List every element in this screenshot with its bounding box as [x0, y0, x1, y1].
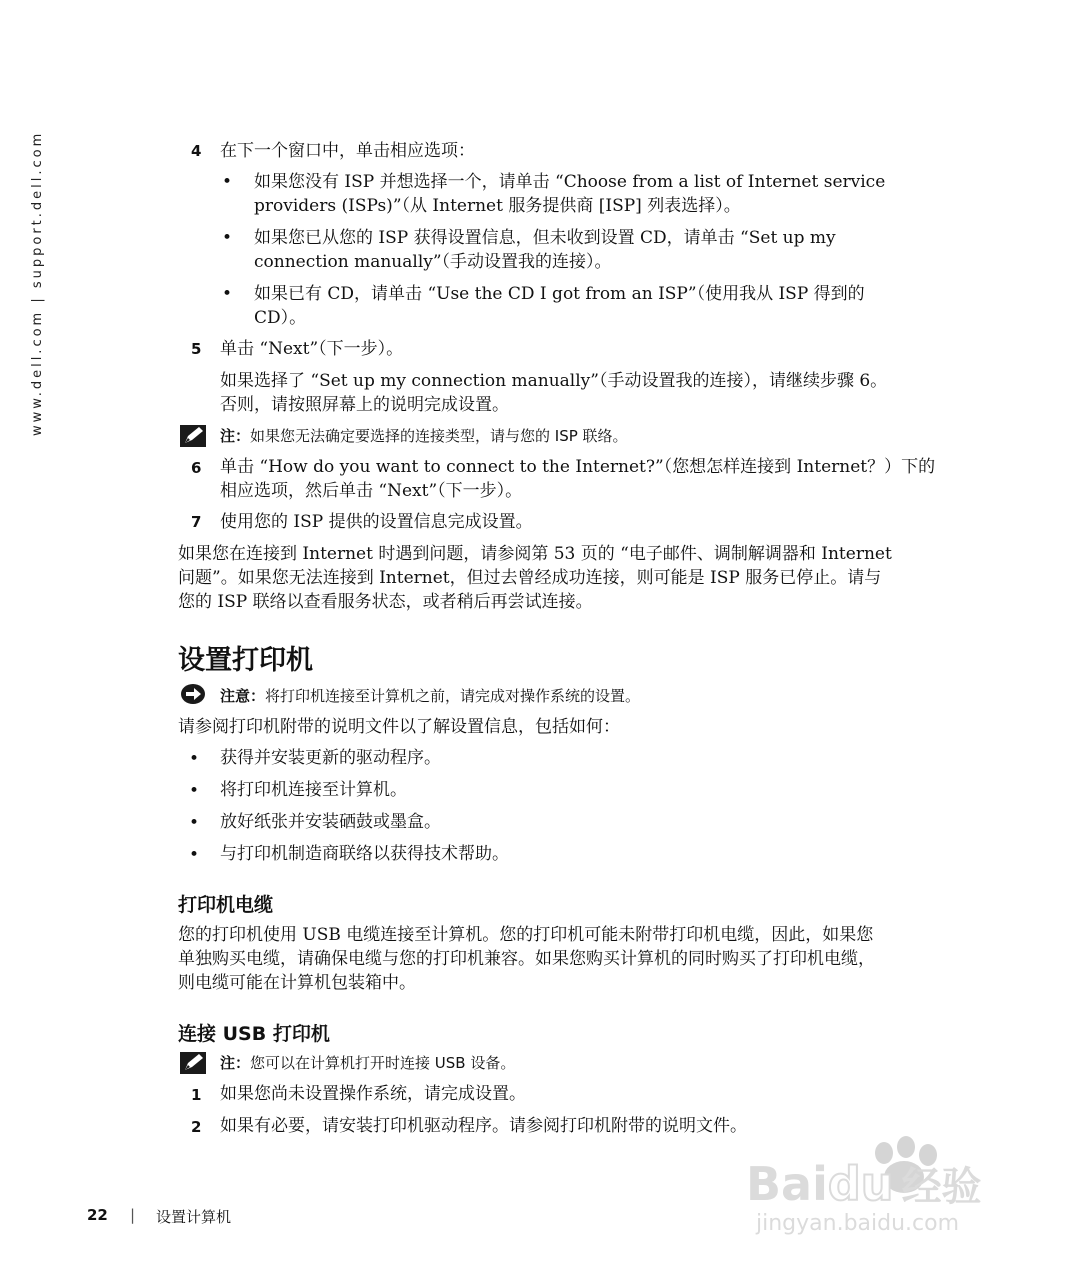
bullet-text: 将打印机连接至计算机。: [220, 780, 407, 800]
bullet-text: 如果您没有 ISP 并想选择一个，请单击 “Choose from a list of Internet service: [254, 172, 886, 192]
bullet-dot: •: [222, 284, 233, 304]
paragraph-line: 您的 ISP 联络以查看服务状态，或者稍后再尝试连接。: [178, 592, 593, 612]
note: [220, 424, 628, 448]
note-pencil-icon: [180, 1052, 206, 1074]
bullet-text: 如果已有 CD，请单击 “Use the CD I got from an ISP”（使用我从 ISP 得到的: [254, 284, 865, 304]
paragraph-line: 请参阅打印机附带的说明文件以了解设置信息，包括如何：: [178, 717, 620, 737]
bullet-text: 获得并安装更新的驱动程序。: [220, 748, 441, 768]
bullet-dot: •: [189, 749, 200, 769]
bullet-dot: •: [189, 845, 200, 865]
bullet-dot: •: [189, 781, 200, 801]
bullet-text: connection manually”（手动设置我的连接）。: [254, 252, 612, 272]
side-url: [30, 130, 45, 450]
footer-separator: |: [130, 1206, 136, 1224]
bullet-dot: •: [222, 172, 233, 192]
bullet-text: CD）。: [254, 308, 307, 328]
bullet-dot: •: [189, 813, 200, 833]
watermark-cn: 经验: [901, 1164, 982, 1210]
notice: [220, 684, 640, 708]
step-text: 单击 “How do you want to connect to the Internet?”（您想怎样连接到 Internet？）下的: [220, 457, 936, 477]
footer-title: 设置计算机: [156, 1208, 232, 1226]
watermark-brand: Bai: [746, 1157, 828, 1211]
notice-arrow-icon: [180, 683, 206, 705]
bullet-text: 与打印机制造商联络以获得技术帮助。: [220, 844, 509, 864]
notice-label: 注意：: [220, 687, 266, 705]
step-text: 如果选择了 “Set up my connection manually”（手动设置我的连接），请继续步骤 6。: [220, 371, 888, 391]
subsection-title: 连接 USB 打印机: [178, 1023, 330, 1045]
paragraph-line: 问题”。如果您无法连接到 Internet，但过去曾经成功连接，则可能是 ISP 服务已停止。请与: [178, 568, 882, 588]
subsection-title: 打印机电缆: [178, 894, 274, 916]
bullet-text: providers (ISPs)”（从 Internet 服务提供商 [ISP] 列表选择）。: [254, 196, 741, 216]
step-number: 5: [191, 340, 202, 358]
step-number: 7: [191, 513, 202, 531]
note: [220, 1051, 515, 1075]
bullet-text: 放好纸张并安装硒鼓或墨盒。: [220, 812, 441, 832]
note-label: 注：: [220, 427, 251, 445]
step-number: 1: [191, 1086, 202, 1104]
step-number: 2: [191, 1118, 202, 1136]
watermark-brand2: du: [827, 1157, 894, 1211]
bullet-dot: •: [222, 228, 233, 248]
paragraph-line: 单独购买电缆，请确保电缆与您的打印机兼容。如果您购买计算机的同时购买了打印机电缆，: [178, 949, 875, 969]
baidu-watermark: [746, 1135, 1006, 1245]
step-text: 否则，请按照屏幕上的说明完成设置。: [220, 395, 509, 415]
page-number: 22: [87, 1206, 108, 1224]
step-text: 相应选项，然后单击 “Next”（下一步）。: [220, 481, 523, 501]
step-text: 使用您的 ISP 提供的设置信息完成设置。: [220, 512, 533, 532]
step-text: 单击 “Next”（下一步）。: [220, 339, 404, 359]
step-text: 如果有必要，请安装打印机驱动程序。请参阅打印机附带的说明文件。: [220, 1116, 747, 1136]
paragraph-line: 如果您在连接到 Internet 时遇到问题，请参阅第 53 页的 “电子邮件、调制解调器和 Internet: [178, 544, 892, 564]
paragraph-line: 您的打印机使用 USB 电缆连接至计算机。您的打印机可能未附带打印机电缆，因此，如果您: [178, 925, 874, 945]
note-text: 如果您无法确定要选择的连接类型，请与您的 ISP 联络。: [250, 427, 628, 445]
notice-text: 将打印机连接至计算机之前，请完成对操作系统的设置。: [265, 687, 641, 705]
side-url-text: www.dell.com | support.dell.com: [30, 130, 45, 436]
paragraph-line: 则电缆可能在计算机包装箱中。: [178, 973, 416, 993]
note-pencil-icon: [180, 425, 206, 447]
watermark-url: jingyan.baidu.com: [756, 1211, 960, 1236]
step-number: 6: [191, 459, 202, 477]
bullet-text: 如果您已从您的 ISP 获得设置信息，但未收到设置 CD，请单击 “Set up my: [254, 228, 836, 248]
step-text: 如果您尚未设置操作系统，请完成设置。: [220, 1084, 526, 1104]
note-text: 您可以在计算机打开时连接 USB 设备。: [250, 1054, 516, 1072]
section-title: 设置打印机: [178, 645, 313, 676]
note-label: 注：: [220, 1054, 251, 1072]
step-text: 在下一个窗口中，单击相应选项：: [220, 141, 475, 161]
step-number: 4: [191, 142, 202, 160]
